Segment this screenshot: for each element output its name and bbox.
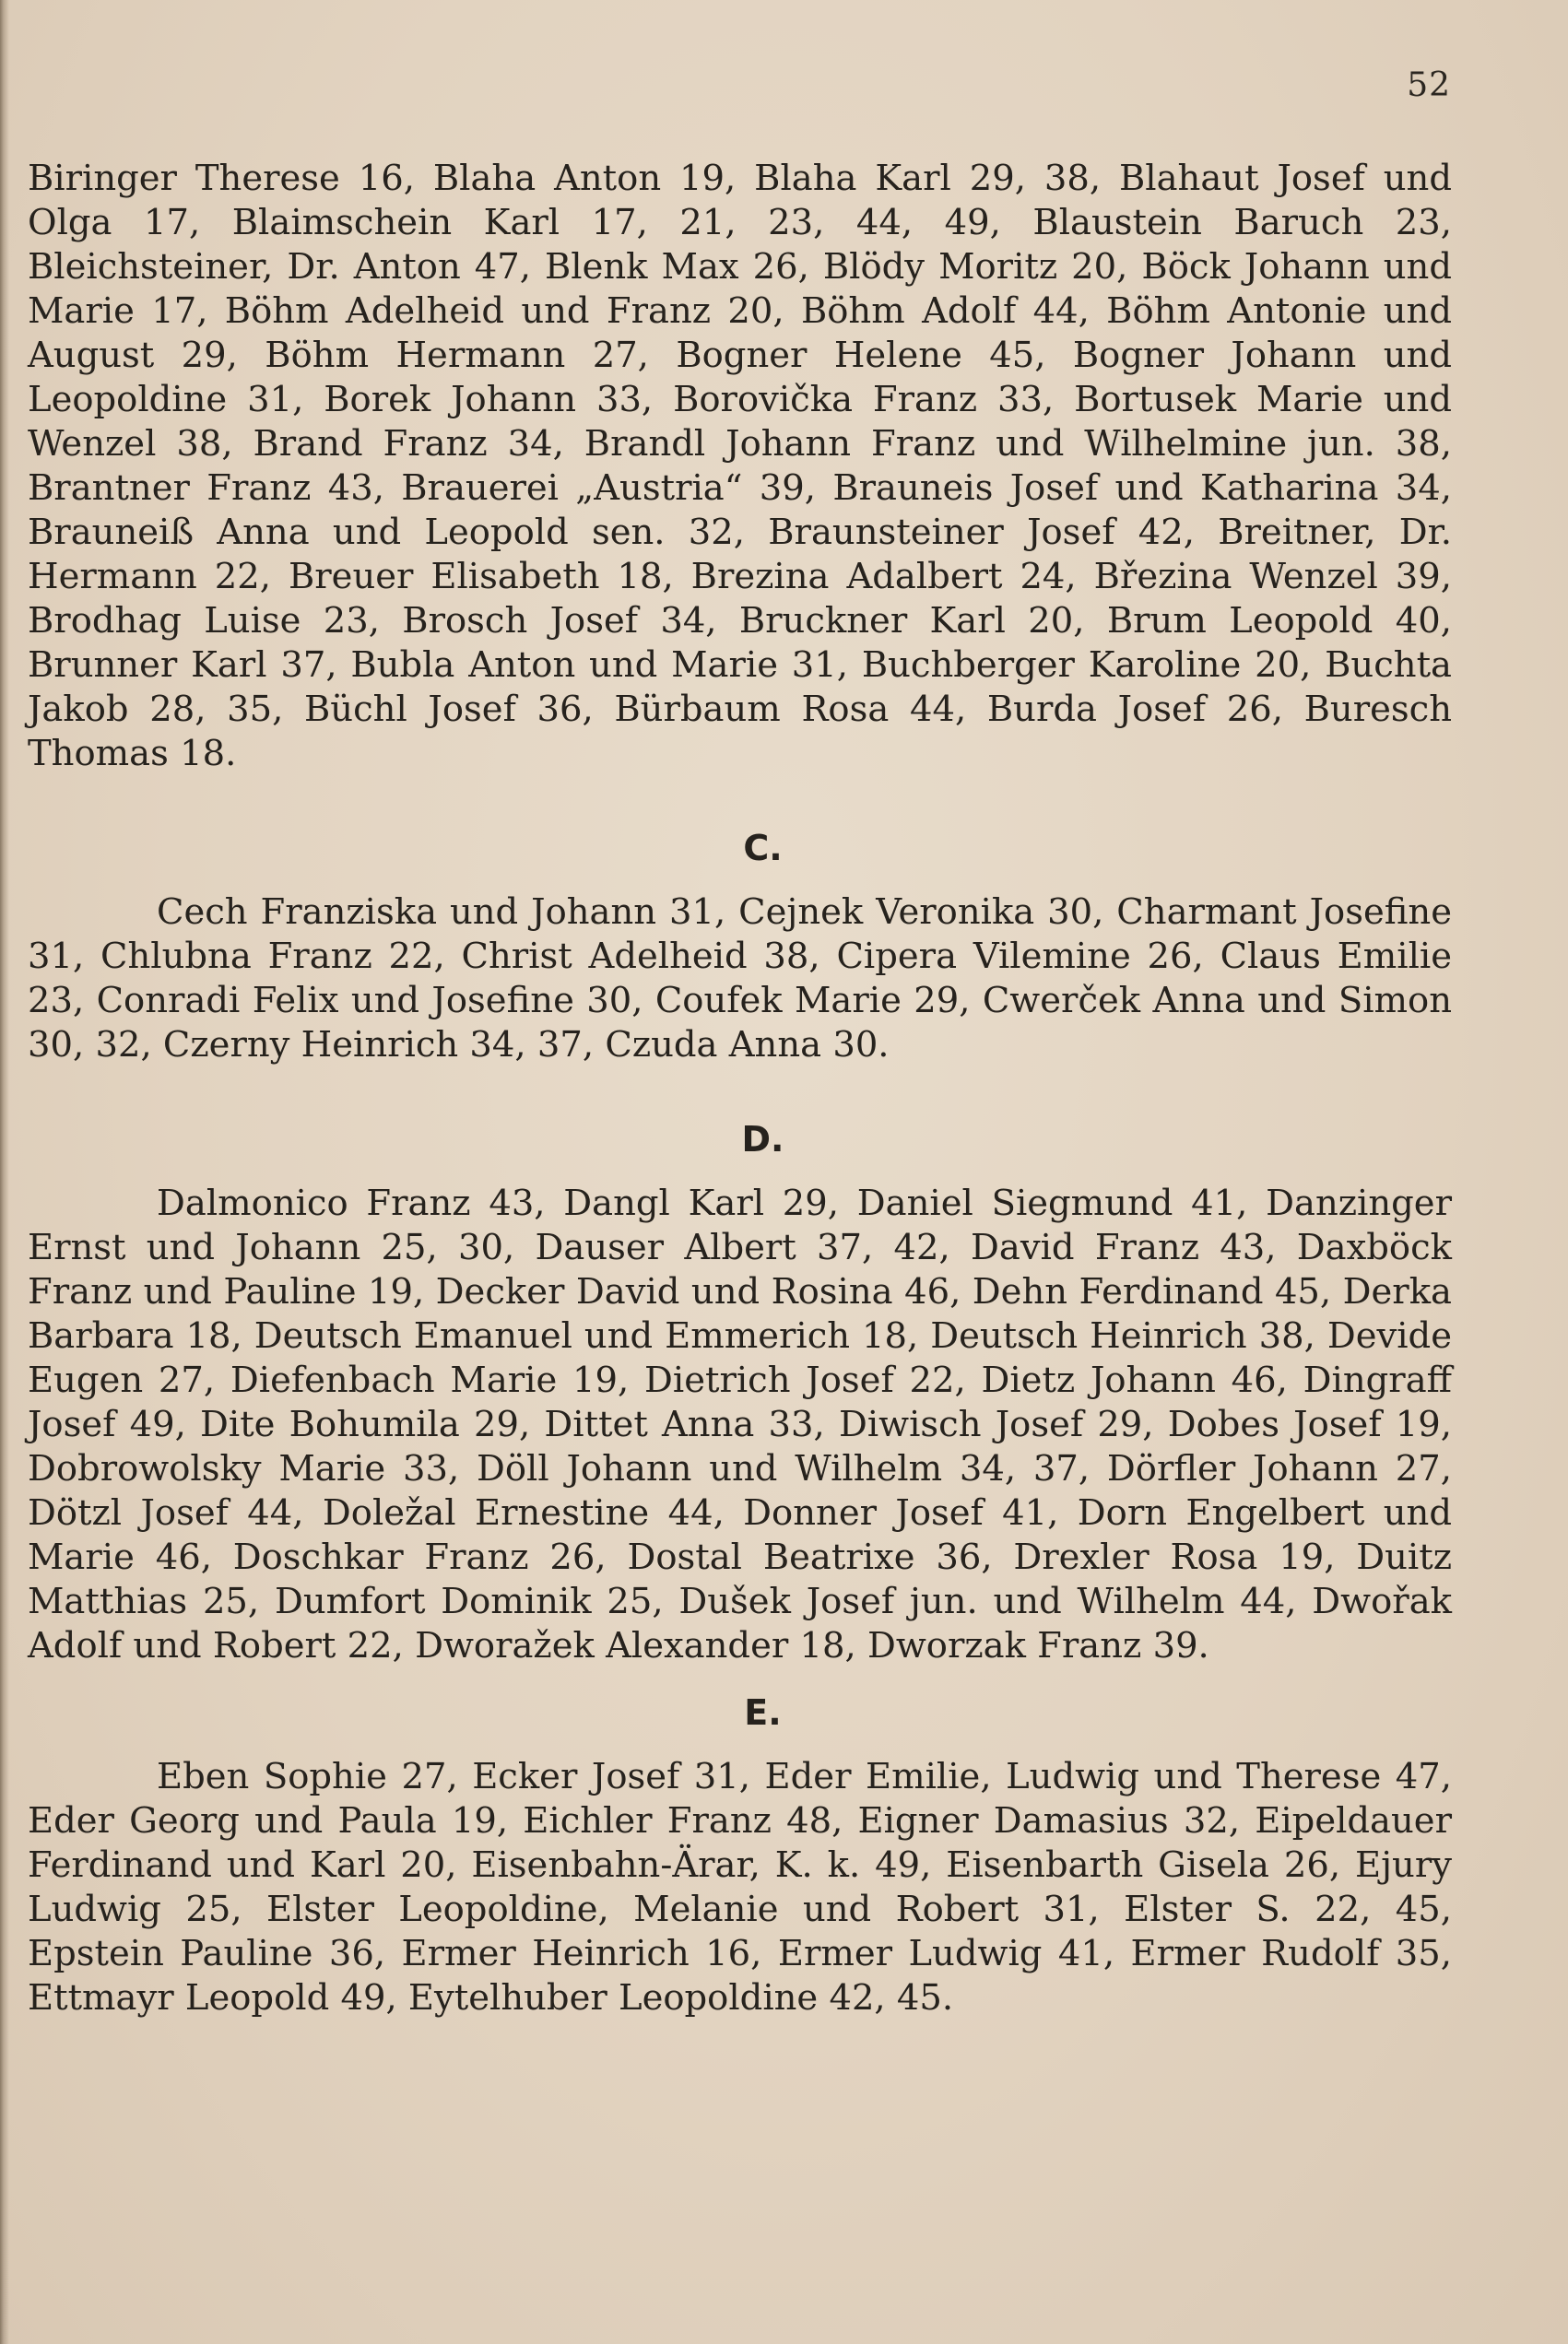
section-e-heading: E. bbox=[744, 1692, 782, 1733]
section-b-text: Biringer Therese 16, Blaha Anton 19, Blaha Karl 29, 38, Blahaut Josef und Olga 17, Blaimschein Karl 17, 21, 23, 44, 49, Blaustein Baruch 23, Bleichsteiner, Dr. Anton 47, Blenk Max 26, Blödy Moritz 20, Böck Johann und Marie 17, Böhm Adelheid und Franz 20, Böhm Adolf 44, Böhm Antonie und August 29, Böhm Hermann 27, Bogner Helene 45, Bogner Johann und Leopoldine 31, Borek Johann 33, Borovička Franz 33, Bortusek Marie und Wenzel 38, Brand Franz 34, Brandl Johann Franz und Wilhelmine jun. 38, Brantner Franz 43, Brauerei „Austria“ 39, Brauneis Josef und Katharina 34, Brauneiß Anna und Leopold sen. 32, Braunsteiner Josef 42, Breitner, Dr. Hermann 22, Breuer Elisabeth 18, Brezina Adalbert 24, Březina Wenzel 39, Brodhag Luise 23, Brosch Josef 34, Bruckner Karl 20, Brum Leopold 40, Brunner Karl 37, Bubla Anton und Marie 31, Buchberger Karoline 20, Buchta Jakob 28, 35, Büchl Josef 36, Bürbaum Rosa 44, Burda Josef 26, Buresch Thomas 18. bbox=[28, 158, 1452, 774]
section-e-text: Eben Sophie 27, Ecker Josef 31, Eder Emilie, Ludwig und Therese 47, Eder Georg und Paula 19, Eichler Franz 48, Eigner Damasius 32, Eipeldauer Ferdinand und Karl 20, Eisenbahn-Ärar, K. k. 49, Eisenbarth Gisela 26, Ejury Ludwig 25, Elster Leopoldine, Melanie und Robert 31, Elster S. 22, 45, Epstein Pauline 36, Ermer Heinrich 16, Ermer Ludwig 41, Ermer Rudolf 35, Ettmayr Leopold 49, Eytelhuber Leopoldine 42, 45. bbox=[28, 1756, 1452, 2019]
section-d-text: Dalmonico Franz 43, Dangl Karl 29, Daniel Siegmund 41, Danzinger Ernst und Johann 25, 30, Dauser Albert 37, 42, David Franz 43, Daxböck Franz und Pauline 19, Decker David und Rosina 46, Dehn Ferdinand 45, Derka Barbara 18, Deutsch Emanuel und Emmerich 18, Deutsch Heinrich 38, Devide Eugen 27, Diefenbach Marie 19, Dietrich Josef 22, Dietz Johann 46, Dingraff Josef 49, Dite Bohumila 29, Dittet Anna 33, Diwisch Josef 29, Dobes Josef 19, Dobrowolsky Marie 33, Döll Johann und Wilhelm 34, 37, Dörfler Johann 27, Dötzl Josef 44, Doležal Ernestine 44, Donner Josef 41, Dorn Engelbert und Marie 46, Doschkar Franz 26, Dostal Beatrixe 36, Drexler Rosa 19, Duitz Matthias 25, Dumfort Dominik 25, Dušek Josef jun. und Wilhelm 44, Dwořak Adolf und Robert 22, Dworažek Alexander 18, Dworzak Franz 39. bbox=[28, 1183, 1452, 1667]
page-binding-edge bbox=[0, 0, 9, 2344]
section-c-text: Cech Franziska und Johann 31, Cejnek Veronika 30, Charmant Josefine 31, Chlubna Franz 22, Christ Adelheid 38, Cipera Vilemine 26, Claus Emilie 23, Conradi Felix und Josefine 30, Coufek Marie 29, Cwerček Anna und Simon 30, 32, Czerny Heinrich 34, 37, Czuda Anna 30. bbox=[28, 891, 1452, 1066]
page-number: 52 bbox=[1407, 66, 1451, 104]
section-c-heading: C. bbox=[743, 828, 783, 868]
section-d-heading: D. bbox=[741, 1119, 784, 1160]
index-content bbox=[28, 157, 1452, 2020]
